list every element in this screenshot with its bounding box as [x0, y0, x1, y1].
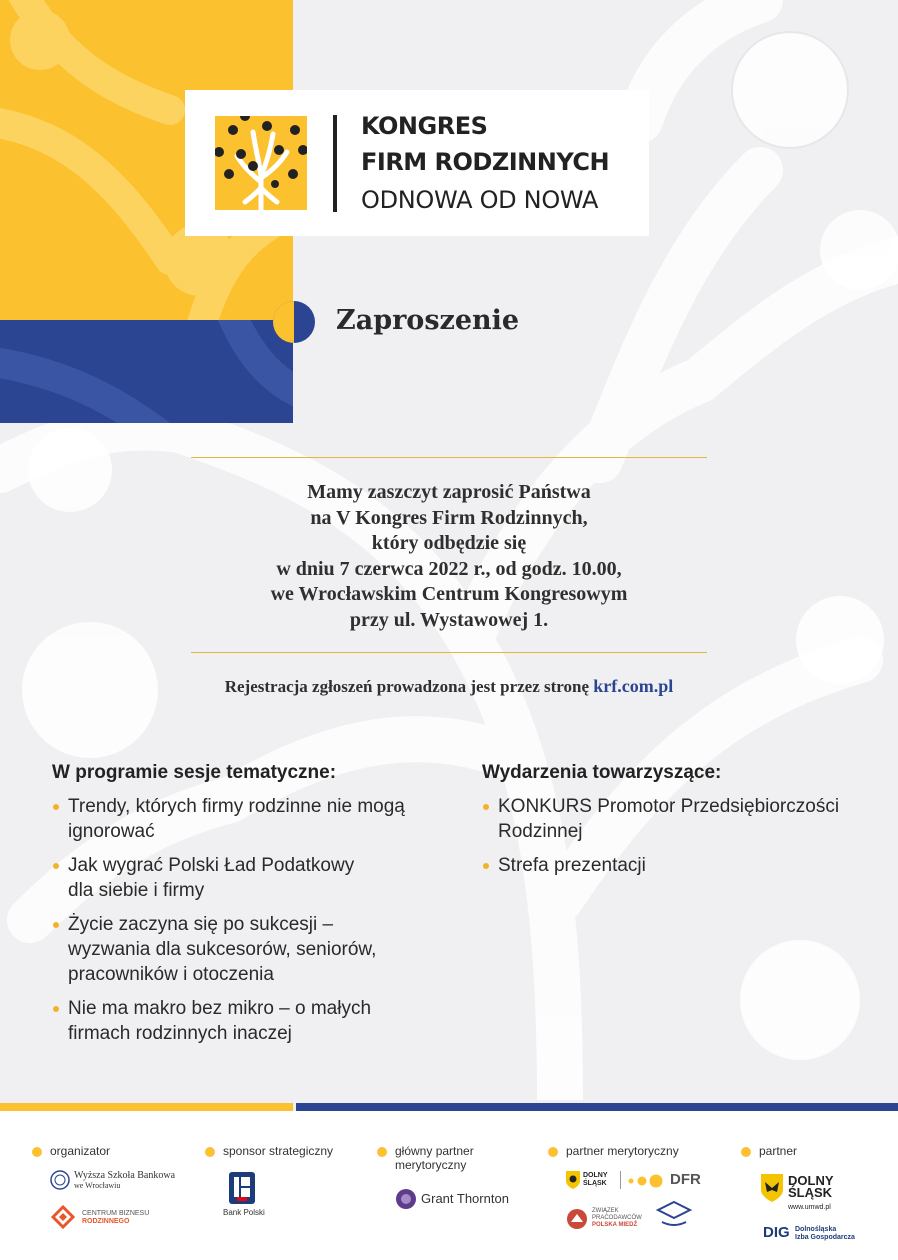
- sponsors-footer: [0, 1111, 898, 1260]
- sponsor-column: [205, 1144, 365, 1217]
- registration-info: [150, 676, 748, 697]
- invitation-line: na V Kongres Firm Rodzinnych,: [310, 506, 588, 529]
- cbr-logo: CENTRUM BIZNESU RODZINNEGO: [50, 1204, 200, 1230]
- logo-divider: [333, 115, 337, 212]
- cbr-emblem-icon: [50, 1204, 76, 1230]
- wsb-emblem-icon: [50, 1170, 70, 1190]
- family-tree-logo-icon: [215, 116, 307, 210]
- program-item: Trendy, których firmy rodzinne nie mogą ignorować: [52, 794, 452, 844]
- blue-corner-block: [0, 320, 293, 423]
- top-divider: [191, 457, 707, 458]
- grant-thornton-logo: Grant Thornton: [395, 1188, 545, 1212]
- dolny-slask-logo: DOLNY ŚLĄSK www.umwd.pl: [761, 1174, 891, 1214]
- pko-logo-icon: [229, 1172, 255, 1204]
- main-partner-column: [377, 1144, 537, 1206]
- program-item: Nie ma makro bez mikro – o małych firmach rodzinnych inaczej: [52, 996, 452, 1046]
- logo-line-3: ODNOWA OD NOWA: [361, 186, 599, 214]
- partner-column: [741, 1144, 898, 1241]
- merit-partner-column: [548, 1144, 718, 1228]
- invitation-line: przy ul. Wystawowej 1.: [349, 608, 549, 631]
- page-title: Zaproszenie: [336, 305, 520, 336]
- program-item: Jak wygrać Polski Ład Podatkowy dla siebie i firmy: [52, 853, 452, 903]
- zpp-logo: ZWIĄZEK PRACODAWCÓW POLSKA MIEDŹ: [566, 1206, 716, 1236]
- blue-band: [296, 1103, 898, 1111]
- events-section: [482, 762, 882, 887]
- sponsor-logo-text: Bank Polski: [223, 1208, 265, 1217]
- program-section: [52, 762, 452, 1055]
- program-heading: W programie sesje tematyczne:: [52, 762, 337, 783]
- invitation-line: w dniu 7 czerwca 2022 r., od godz. 10.00,: [276, 557, 622, 580]
- grant-thornton-emblem-icon: [395, 1188, 417, 1210]
- dfr-dots-icon: [628, 1174, 666, 1188]
- grupa-kghm-badge-icon: [654, 1200, 694, 1230]
- dolny-slask-crest-icon: [566, 1171, 580, 1189]
- wsb-logo: Wyższa Szkoła Bankowa we Wrocławiu: [50, 1170, 200, 1194]
- logo-line-2: FIRM RODZINNYCH: [361, 148, 610, 176]
- dfr-logos: DOLNY ŚLĄSK DFR: [566, 1170, 716, 1192]
- merit-partner-label: partner merytoryczny: [548, 1144, 718, 1158]
- logo-line-1: KONGRES: [361, 112, 488, 140]
- invitation-text: [191, 480, 707, 633]
- dig-logo: DIG Dolnośląska Izba Gospodarcza: [763, 1224, 855, 1241]
- program-item: Życie zaczyna się po sukcesji – wyzwania dla sukcesorów, seniorów, pracowników i otoczenia: [52, 912, 452, 987]
- registration-text: Rejestracja zgłoszeń prowadzona jest przez stronę: [224, 677, 590, 696]
- invitation-line: we Wrocławskim Centrum Kongresowym: [270, 583, 628, 605]
- zpp-emblem-icon: [566, 1208, 588, 1230]
- invitation-line: który odbędzie się: [371, 532, 527, 554]
- organizer-label: organizator: [32, 1144, 192, 1158]
- sponsor-label: sponsor strategiczny: [205, 1144, 365, 1158]
- main-partner-label: główny partner merytoryczny: [377, 1144, 537, 1172]
- bottom-divider: [191, 652, 707, 653]
- organizer-column: [32, 1144, 192, 1225]
- invitation-line: Mamy zaszczyt zaprosić Państwa: [307, 481, 591, 503]
- dolny-slask-eagle-icon: [761, 1174, 783, 1202]
- congress-logo: [185, 90, 649, 236]
- event-item: KONKURS Promotor Przedsiębiorczości Rodzinnej: [482, 794, 882, 844]
- partner-label: partner: [741, 1144, 898, 1158]
- title-circle-icon: [272, 300, 316, 344]
- events-heading: Wydarzenia towarzyszące:: [482, 762, 722, 783]
- event-item: Strefa prezentacji: [482, 853, 882, 878]
- registration-link[interactable]: krf.com.pl: [593, 676, 674, 696]
- yellow-band: [0, 1103, 293, 1111]
